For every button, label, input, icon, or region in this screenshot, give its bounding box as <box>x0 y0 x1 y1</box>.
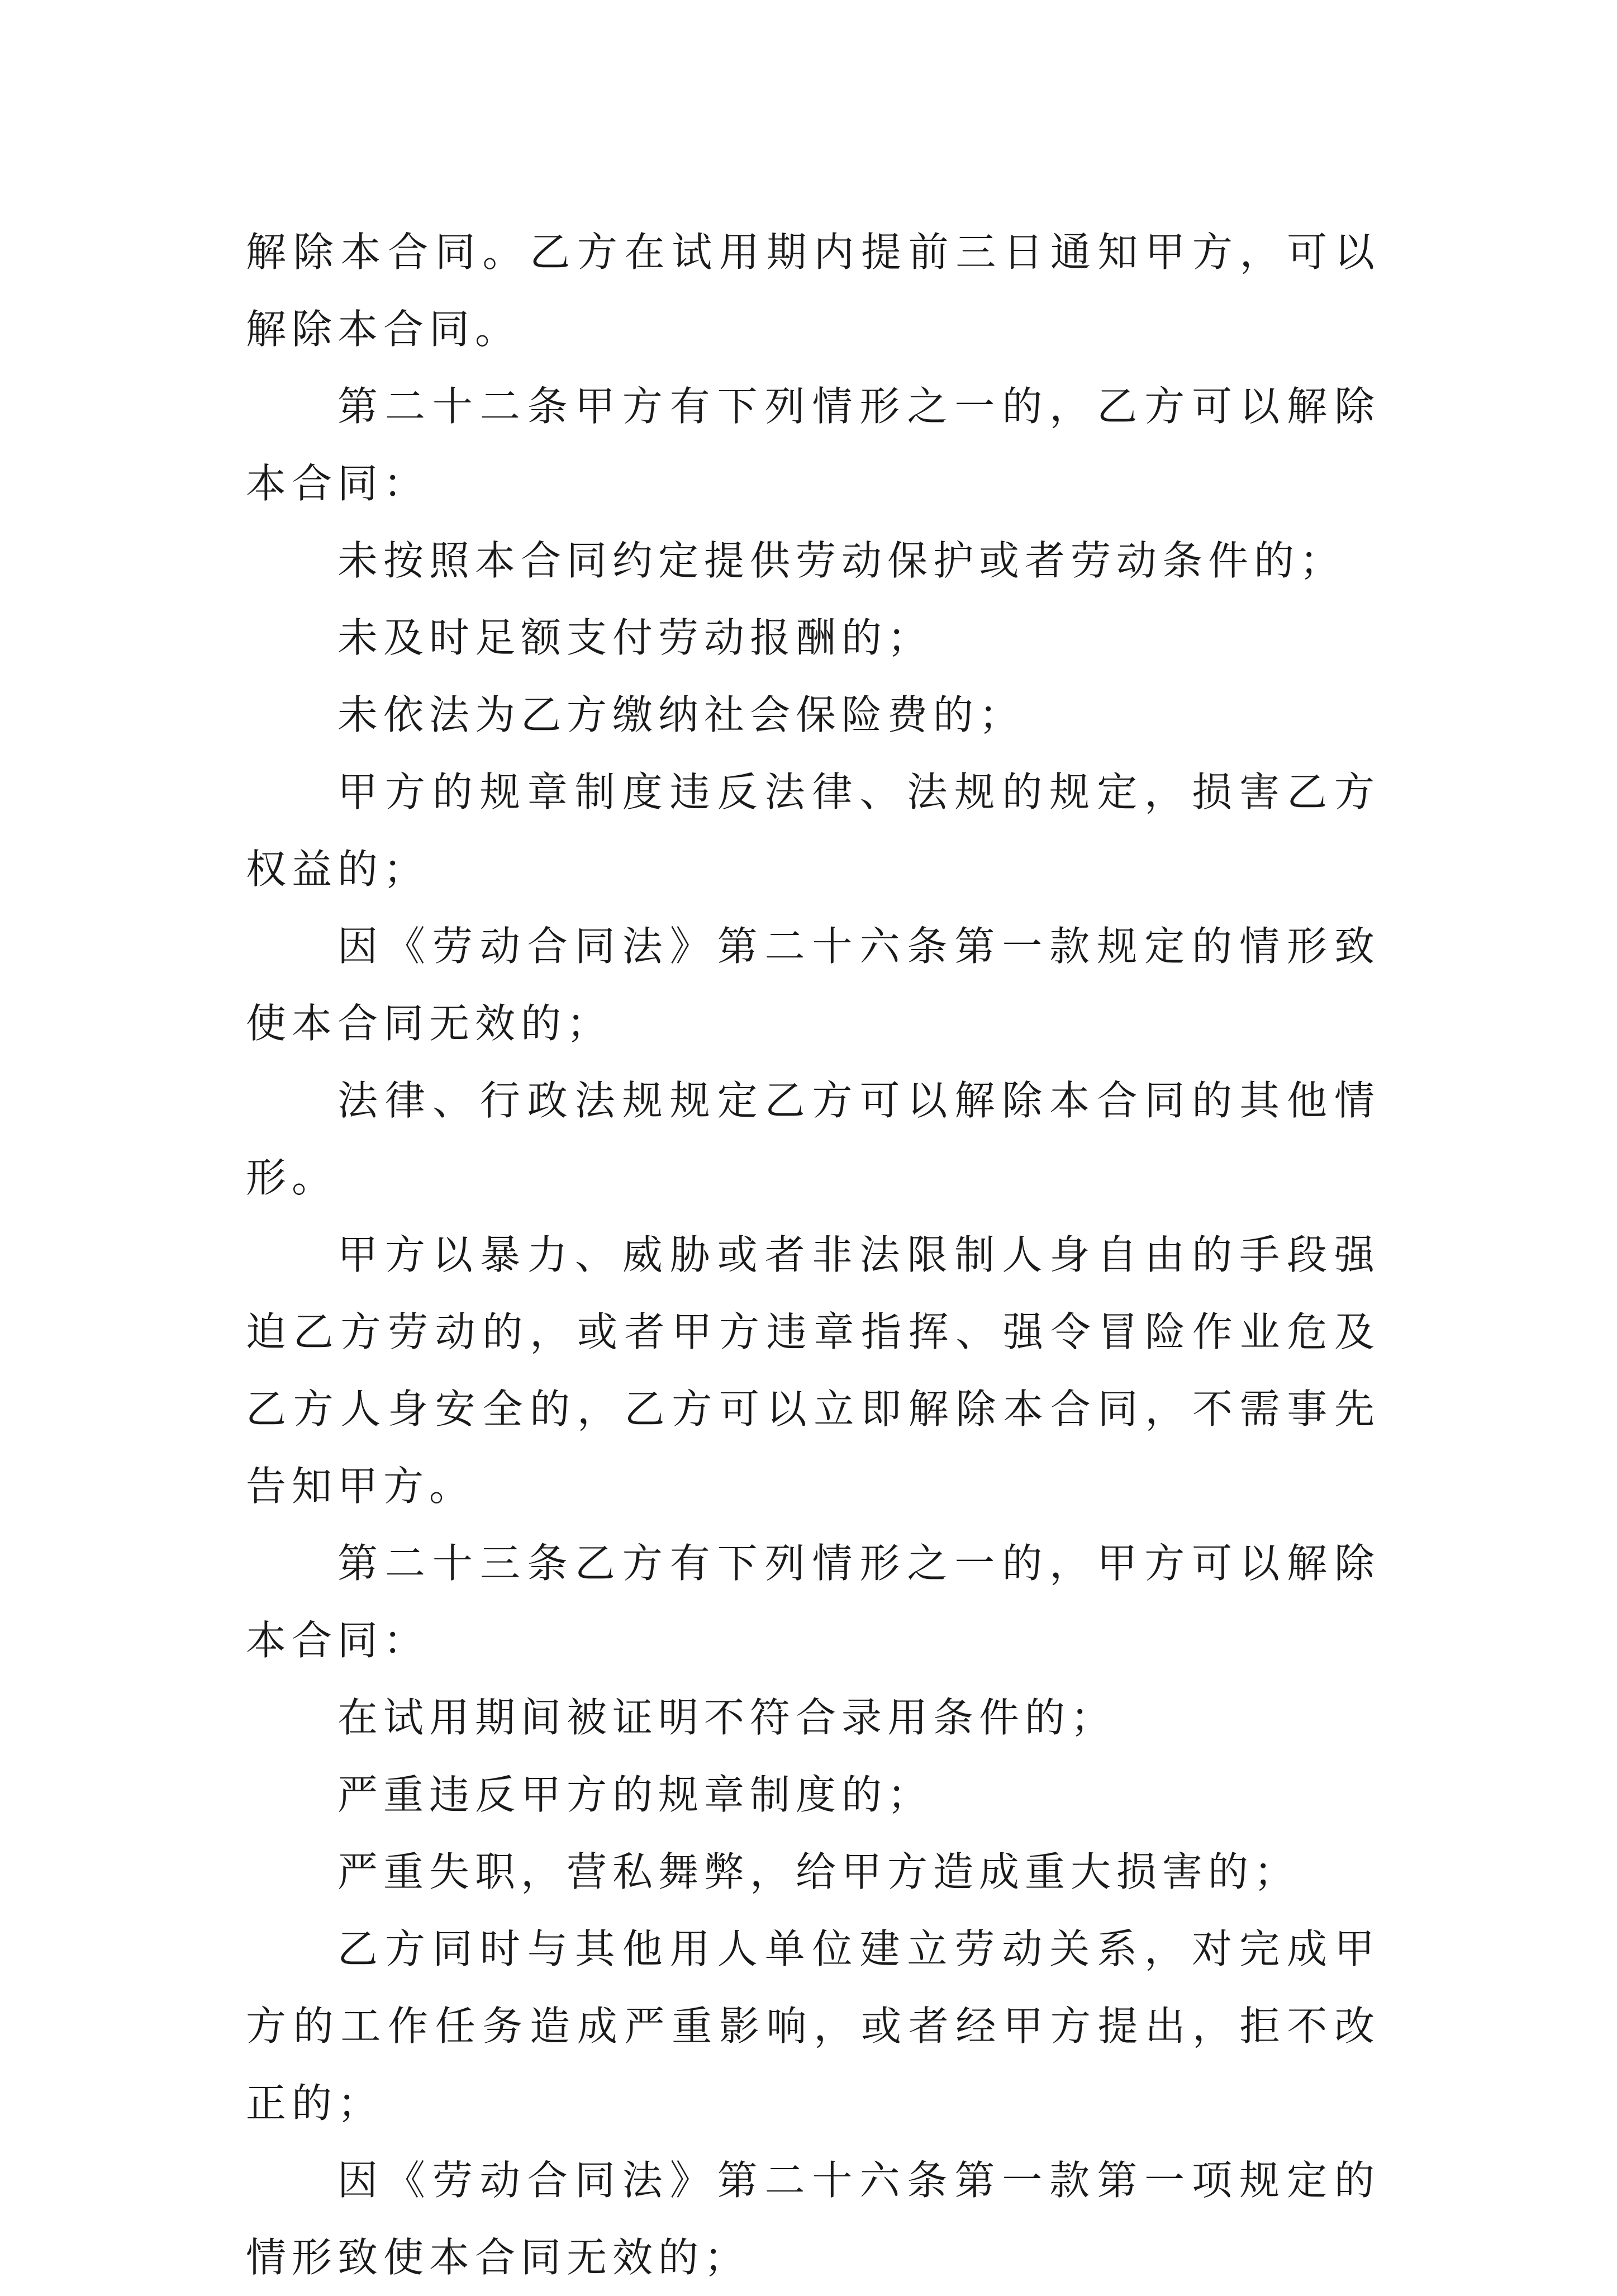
article-23-heading: 第二十三条乙方有下列情形之一的，甲方可以解除本合同： <box>246 1540 1380 1664</box>
article-22-item-6: 法律、行政法规规定乙方可以解除本合同的其他情形。 <box>246 1077 1380 1201</box>
article-23-item-3: 严重失职，营私舞弊，给甲方造成重大损害的； <box>337 1848 1300 1895</box>
article-22-item-5: 因《劳动合同法》第二十六条第一款规定的情形致使本合同无效的； <box>246 923 1380 1047</box>
article-23-item-5: 因《劳动合同法》第二十六条第一款第一项规定的情形致使本合同无效的； <box>246 2157 1380 2281</box>
article-23-item-4: 乙方同时与其他用人单位建立劳动关系，对完成甲方的工作任务造成严重影响，或者经甲方提出，拒不改正的； <box>246 1925 1380 2127</box>
article-22-item-4: 甲方的规章制度违反法律、法规的规定，损害乙方权益的； <box>246 769 1380 893</box>
article-22-immediate-termination: 甲方以暴力、威胁或者非法限制人身自由的手段强迫乙方劳动的，或者甲方违章指挥、强令冒险作业危及乙方人身安全的，乙方可以立即解除本合同，不需事先告知甲方。 <box>246 1231 1380 1510</box>
article-22-item-2: 未及时足额支付劳动报酬的； <box>337 614 934 661</box>
paragraph-1: 解除本合同。乙方在试用期内提前三日通知甲方，可以解除本合同。 <box>246 229 1380 353</box>
article-22-item-3: 未依法为乙方缴纳社会保险费的； <box>337 691 1025 738</box>
article-23-item-2: 严重违反甲方的规章制度的； <box>337 1771 934 1818</box>
article-22-heading: 第二十二条甲方有下列情形之一的，乙方可以解除本合同： <box>246 383 1380 507</box>
article-22-item-1: 未按照本合同约定提供劳动保护或者劳动条件的； <box>337 537 1346 584</box>
article-23-item-1: 在试用期间被证明不符合录用条件的； <box>337 1694 1117 1741</box>
document-body <box>246 214 1380 2296</box>
